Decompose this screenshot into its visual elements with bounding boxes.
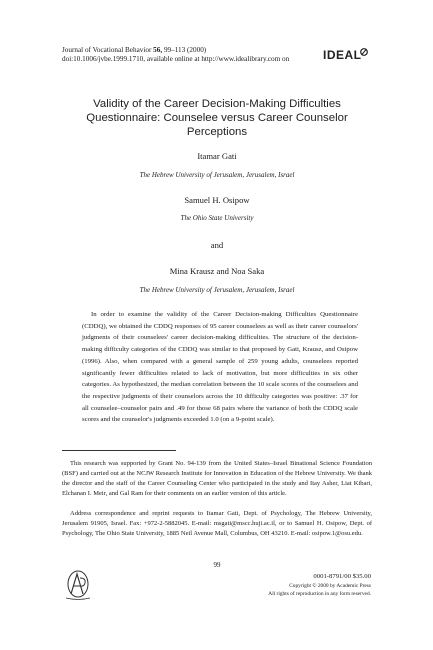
page-number: 99	[213, 561, 221, 569]
academic-press-logo-icon	[63, 568, 93, 600]
ideal-logo	[322, 46, 370, 64]
and-separator: and	[210, 240, 224, 250]
footnote-divider	[62, 450, 176, 451]
rights-reserved-line: All rights of reproduction in any form reserved.	[268, 591, 371, 597]
footnote-funding: This research was supported by Grant No. 94-139 from the United States–Israel Binational Science Foundation (BSF) and carried out at the NCJW Research Institute for Innovation in Education of the Hebrew University. We thank the director and the staff of the Career Counseling Center who participated in the study and Itay Asher, Liat Kibari, Elchanan I. Meir, and Gal Ram for their comments on an earlier version of this article.	[62, 460, 372, 498]
journal-citation-line	[62, 46, 362, 55]
journal-citation	[62, 46, 362, 64]
doi-line: doi:10.1006/jvbe.1999.1710, available online at http://www.idealibrary.com on	[62, 55, 290, 63]
abstract: In order to examine the validity of the Career Decision-making Difficulties Questionnaire (CDDQ), we obtained the CDDQ responses of 95 career counselees as well as their career counselors' judgments of their counselees' career decision-making difficulties. The structure of the decision-making difficulty categories of the CDDQ was similar to that proposed by Gati, Krausz, and Osipow (1996). Also, when compared with a general sample of 259 young adults, counselees reported significantly fewer difficulties related to lack of motivation, but more difficulties in six other categories. As hypothesized, the median correlation between the 10 scale scores of the counselees and the respective judgments of their counselors across the 10 difficulty categories was positive: .37 for all counselee–counselor pairs and .49 for those 68 pairs where the variance of both the CDDQ scale scores and the counselor's judgments exceeded 1.0 (on a 9-point scale).	[82, 311, 358, 424]
author-name: Mina Krausz and Noa Saka	[169, 266, 265, 276]
footnote-correspondence: Address correspondence and reprint requests to Itamar Gati, Dept. of Psychology, The Hebrew University, Jerusalem 91905, Israel. Fax: +972-2-5882045. E-mail: msgati@mscc.huji.ac.il, or to Samuel H. Osipow, Dept. of Psychology, The Ohio State University, 1885 Neil Avenue Mall, Columbus, OH 43210. E-mail: osipow.1@osu.edu.	[62, 510, 372, 538]
author-name: Samuel H. Osipow	[184, 195, 250, 205]
journal-name: Journal of Vocational Behavior	[62, 46, 152, 54]
author-affiliation: The Hebrew University of Jerusalem, Jerusalem, Israel	[139, 286, 295, 294]
ideal-logo-text: IDEAL	[323, 48, 362, 62]
journal-volume: 56,	[153, 46, 163, 54]
issn-price: 0001-8791/00 $35.00	[313, 573, 371, 580]
author-name: Itamar Gati	[197, 151, 237, 161]
journal-pages-year: 99–113 (2000)	[163, 46, 207, 54]
article-title: Validity of the Career Decision-Making Difficulties Questionnaire: Counselee versus Career Counselor Perceptions	[86, 98, 348, 138]
copyright-line: Copyright © 2000 by Academic Press	[289, 583, 371, 589]
author-affiliation: The Hebrew University of Jerusalem, Jerusalem, Israel	[139, 171, 295, 179]
author-affiliation: The Ohio State University	[180, 214, 254, 222]
